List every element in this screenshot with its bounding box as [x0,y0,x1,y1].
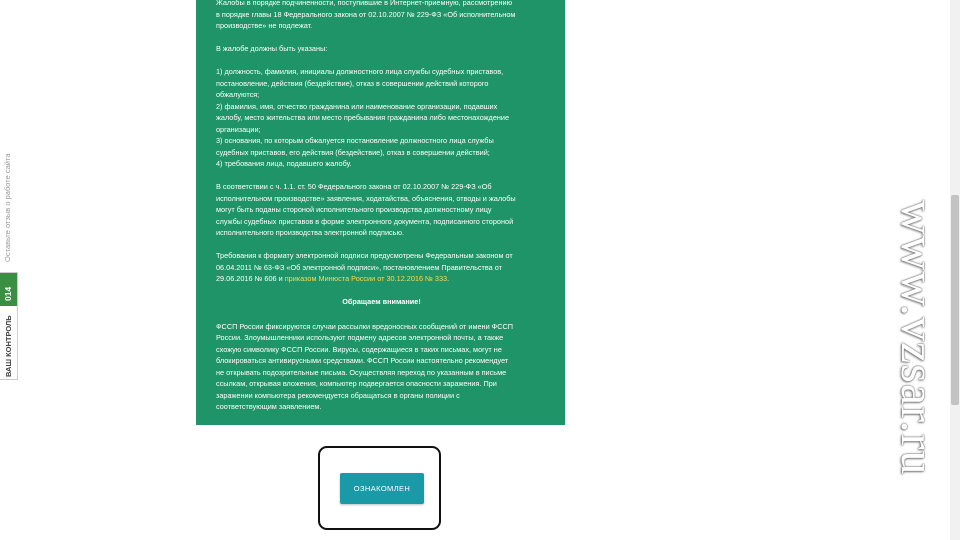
acknowledge-button[interactable]: ОЗНАКОМЛЕН [340,473,424,504]
page-scrollbar[interactable] [950,0,960,540]
list-item: организации; [216,124,261,134]
intro-paragraph: Жалобы в порядке подчиненности, поступившие в Интернет-приемную, рассмотрению в порядке главы 18 Федерального закона от 02.10.2007 № 229-ФЗ «Об исполнительном производстве» не подлежат. [216,0,516,30]
requirements-list [216,66,547,170]
list-item: 2) фамилия, имя, отчество гражданина или наименование организации, подавших [216,101,498,111]
electronic-submission-paragraph: В соответствии с ч. 1.1. ст. 50 Федерального закона от 02.10.2007 № 229-ФЗ «Об исполнительном производстве» заявления, ходатайства, объяснения, отводы и жалобы могут быть поданы стороной исполнительного производства должностному лицу службы судебных приставов в форме электронного документа, подписанного стороной исполнительного производства электронной подписью. [216,182,516,237]
control-count-badge: 014 [0,273,17,306]
must-include-heading: В жалобе должны быть указаны: [216,44,328,53]
list-item: постановление, действия (бездействие), отказ в совершении действий которого [216,78,489,88]
site-watermark: www.vzsar.ru [891,200,944,476]
attention-heading: Обращаем внимание! [342,297,421,306]
control-tab-title: ВАШ КОНТРОЛЬ [4,315,13,377]
list-item: 3) основания, по которым обжалуется постановление должностного лица службы [216,136,494,145]
ministry-order-link[interactable]: приказом Минюста России от 30.12.2016 № 333 [284,274,448,283]
list-item: обжалуются; [216,90,260,99]
warning-paragraph: ФССП России фиксируются случаи рассылки вредоносных сообщений от имени ФССП России. Злоумышленники используют подмену адресов электронной почты, а также схожую символику ФССП России. Вирусы, содержащиеся в таких письмах, могут не блокироваться антивирусными средствами. ФССП России настоятельно рекомендует не открывать подозрительные письма. Осуществляя переход по указанным в письме ссылкам, открывая вложения, компьютер подвергается опасности заражения. При заражении компьютера рекомендуется обращаться в органы полиции с соответствующим заявлением. [216,321,514,411]
signature-paragraph: Требования к формату электронной подписи предусмотрены Федеральным законом от 06.04.2011 № 63-ФЗ «Об электронной подписи», постановлением Правительства от 29.06.2016 № 606 и приказом Минюста России от 30.12.2016 № 333. [216,251,513,283]
list-item: 4) требования лица, подавшего жалобу. [216,159,352,168]
list-item: судебных приставов, его действия (бездействие), отказ в совершении действий; [216,147,490,157]
acknowledge-highlight-frame [318,446,441,530]
list-item: жалобу, место жительства или место пребывания гражданина либо местонахождение [216,113,510,122]
your-control-tab[interactable] [0,272,18,380]
notice-panel [196,0,565,425]
list-item: 1) должность, фамилия, инициалы должностного лица службы судебных приставов, [216,67,504,76]
feedback-link[interactable]: Оставьте отзыв о работе сайта [3,153,12,262]
scrollbar-thumb[interactable] [951,195,959,405]
